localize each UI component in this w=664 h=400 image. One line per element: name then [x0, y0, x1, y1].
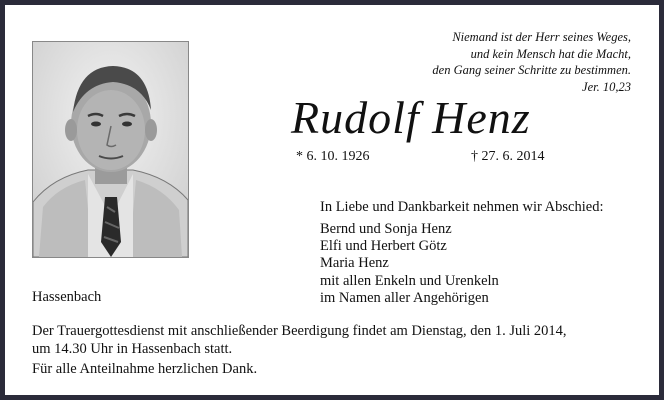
mourner-entry: Elfi und Herbert Götz: [320, 238, 447, 255]
quote-line: und kein Mensch hat die Macht,: [470, 46, 631, 61]
quote-reference: Jer. 10,23: [582, 79, 631, 94]
mourner-entry: Bernd und Sonja Henz: [320, 221, 452, 237]
death-date: † 27. 6. 2014: [471, 149, 545, 164]
notice-line: Der Trauergottesdienst mit anschließender Beerdigung findet am Dienstag, den 1. Juli 2014,: [32, 323, 567, 339]
birth-date: * 6. 10. 1926: [296, 149, 370, 164]
quote-line: den Gang seiner Schritte zu bestimmen.: [432, 63, 631, 77]
residence-place: Hassenbach: [32, 289, 102, 305]
mourner-entry: im Namen aller Angehörigen: [320, 289, 489, 306]
funeral-notice: [32, 323, 567, 358]
obituary-card: [5, 5, 659, 395]
thanks-line: Für alle Anteilnahme herzlichen Dank.: [32, 361, 258, 377]
deceased-name: Rudolf Henz: [291, 92, 531, 143]
mourners-list: [320, 221, 499, 307]
notice-line: um 14.30 Uhr in Hassenbach statt.: [32, 340, 233, 357]
mourners-intro: In Liebe und Dankbarkeit nehmen wir Abschied:: [320, 199, 604, 215]
portrait-photo: [32, 41, 189, 258]
mourner-entry: Maria Henz: [320, 255, 389, 272]
portrait-image: [33, 42, 188, 257]
bible-quote: [371, 29, 631, 95]
quote-line: Niemand ist der Herr seines Weges,: [452, 30, 631, 44]
mourner-entry: mit allen Enkeln und Urenkeln: [320, 272, 499, 289]
